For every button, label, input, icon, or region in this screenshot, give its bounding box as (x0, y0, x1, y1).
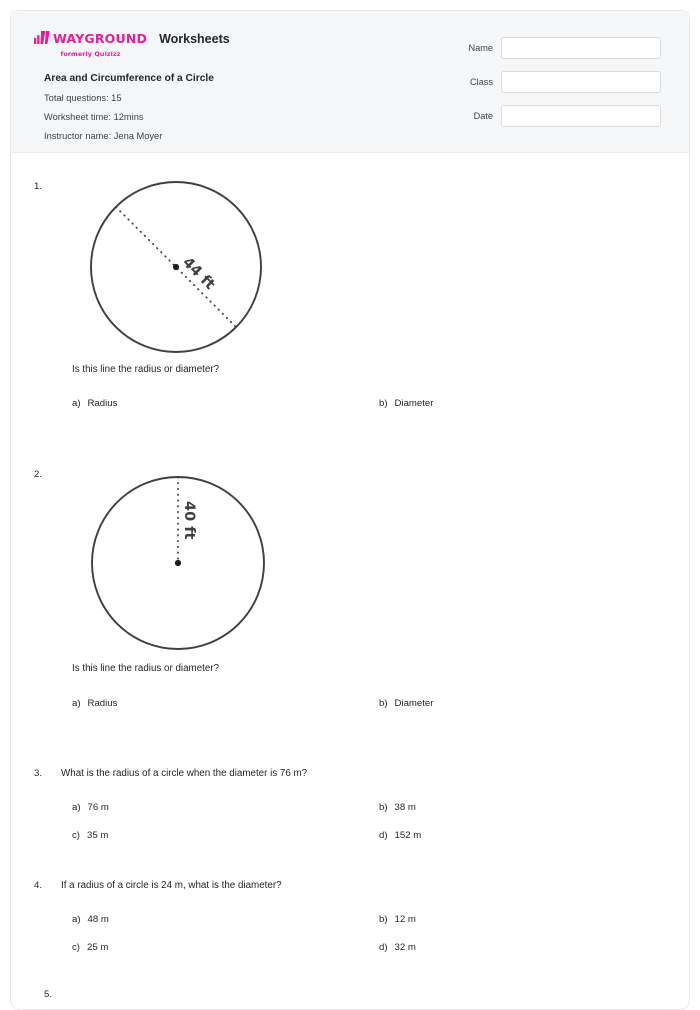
question-3-option-b-letter: b) (379, 802, 388, 813)
worksheet-meta (44, 73, 214, 141)
question-4-option-b[interactable] (379, 914, 416, 925)
field-row-date (431, 105, 661, 127)
field-row-class (431, 71, 661, 93)
worksheet-sheet (10, 10, 690, 1010)
question-1-figure-label: 44 ft (179, 254, 218, 294)
question-2-option-b-letter: b) (379, 698, 388, 709)
logo-wordmark: WAYGROUND (53, 31, 148, 47)
student-fields (431, 37, 661, 127)
question-2-option-a[interactable] (72, 698, 117, 709)
question-3-option-c-text: 35 m (87, 830, 109, 841)
class-input[interactable] (501, 71, 661, 93)
question-1-option-a-letter: a) (72, 398, 81, 409)
question-3-number: 3. (34, 768, 43, 779)
worksheets-label: Worksheets (159, 32, 230, 46)
class-label: Class (470, 77, 493, 87)
question-4-option-b-letter: b) (379, 914, 388, 925)
date-input[interactable] (501, 105, 661, 127)
question-1-prompt: Is this line the radius or diameter? (72, 364, 220, 375)
question-3-option-a[interactable] (72, 802, 109, 813)
wayground-mark-icon (34, 31, 50, 48)
question-1-option-b-text: Diameter (394, 398, 434, 409)
worksheet-title: Area and Circumference of a Circle (44, 73, 214, 84)
question-4-option-c-letter: c) (72, 942, 80, 953)
question-4-prompt: If a radius of a circle is 24 m, what is the diameter? (61, 880, 282, 891)
question-1-number: 1. (34, 181, 43, 192)
question-3-option-d-letter: d) (379, 830, 388, 841)
question-2-figure-label: 40 ft (181, 501, 197, 540)
question-3-option-c-letter: c) (72, 830, 80, 841)
question-4-option-c[interactable] (72, 942, 108, 953)
date-label: Date (473, 111, 493, 121)
question-3-option-a-letter: a) (72, 802, 81, 813)
question-4-option-b-text: 12 m (394, 914, 416, 925)
question-4-option-d-text: 32 m (394, 942, 416, 953)
question-4-number: 4. (34, 880, 43, 891)
question-1-option-a[interactable] (72, 398, 117, 409)
question-2-figure (81, 469, 277, 660)
question-1-option-a-text: Radius (87, 398, 118, 409)
brand-row (34, 31, 230, 57)
question-1-option-b[interactable] (379, 398, 433, 409)
question-4-option-c-text: 25 m (87, 942, 109, 953)
question-4-option-a-letter: a) (72, 914, 81, 925)
question-3-option-c[interactable] (72, 830, 108, 841)
question-3-option-a-text: 76 m (87, 802, 109, 813)
question-3-prompt: What is the radius of a circle when the diameter is 76 m? (61, 768, 308, 779)
question-2-option-b-text: Diameter (394, 698, 434, 709)
question-4-option-d[interactable] (379, 942, 416, 953)
name-input[interactable] (501, 37, 661, 59)
question-4-option-a[interactable] (72, 914, 109, 925)
instructor-name: Instructor name: Jena Moyer (44, 131, 163, 141)
name-label: Name (468, 43, 493, 53)
question-2-option-a-letter: a) (72, 698, 81, 709)
logo-subtitle: formerly Quizizz (60, 49, 121, 58)
question-2-number: 2. (34, 469, 43, 480)
question-4-option-d-letter: d) (379, 942, 388, 953)
question-2-option-a-text: Radius (87, 698, 118, 709)
question-2-prompt: Is this line the radius or diameter? (72, 663, 220, 674)
field-row-name (431, 37, 661, 59)
question-1-figure (79, 171, 273, 360)
question-5-number-partial: 5. (44, 989, 53, 1000)
question-3-option-d-text: 152 m (394, 830, 422, 841)
worksheet-time: Worksheet time: 12mins (44, 112, 144, 122)
question-4-option-a-text: 48 m (87, 914, 109, 925)
question-3-option-b-text: 38 m (394, 802, 416, 813)
question-3-option-d[interactable] (379, 830, 421, 841)
question-3-option-b[interactable] (379, 802, 416, 813)
wayground-logo (34, 31, 147, 57)
question-1-option-b-letter: b) (379, 398, 388, 409)
question-2-option-b[interactable] (379, 698, 433, 709)
worksheet-header (11, 11, 689, 153)
total-questions: Total questions: 15 (44, 93, 122, 103)
